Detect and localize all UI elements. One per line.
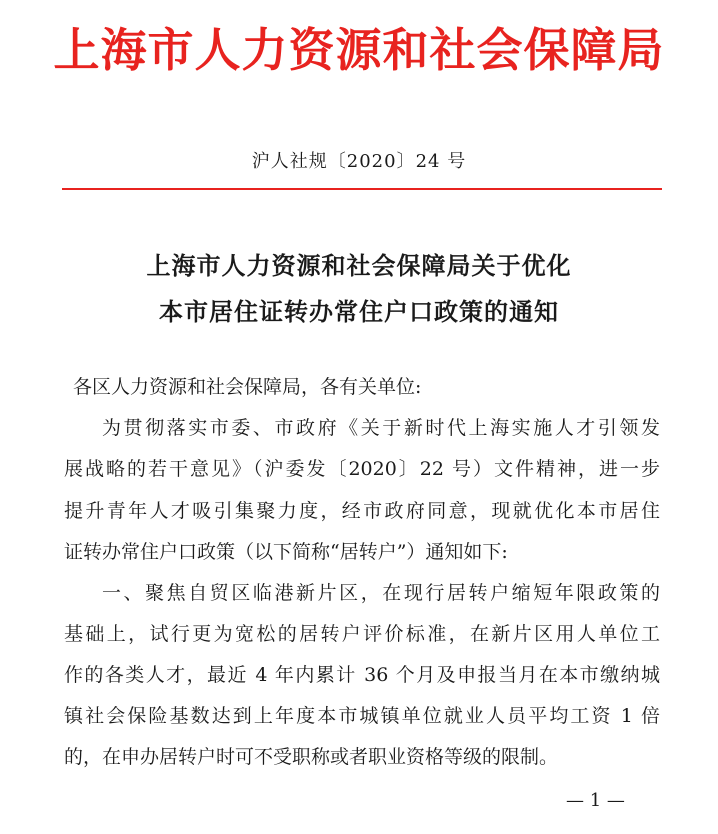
document-number: 沪人社规〔2020〕24 号: [251, 151, 467, 172]
paragraph-2-line-5: 的，在申办居转户时可不受职称或者职业资格等级的限制。: [64, 746, 559, 768]
page-number: — 1 —: [566, 790, 625, 811]
paragraph-1-line-4: 证转办常住户口政策（以下简称“居转户”）通知如下:: [64, 541, 508, 563]
notice-title-line-2: 本市居住证转办常住户口政策的通知: [159, 298, 559, 326]
salutation: 各区人力资源和社会保障局，各有关单位:: [73, 376, 422, 398]
paragraph-2-line-3: 作的各类人才，最近 4 年内累计 36 个月及申报当月在本市缴纳城: [64, 664, 660, 686]
paragraph-2-line-2: 基础上，试行更为宽松的居转户评价标准，在新片区用人单位工: [64, 623, 660, 645]
paragraph-2-line-4: 镇社会保险基数达到上年度本市城镇单位就业人员平均工资 1 倍: [64, 705, 660, 727]
issuer-header: 上海市人力资源和社会保障局: [53, 23, 665, 77]
paragraph-2-line-1: 一、聚焦自贸区临港新片区，在现行居转户缩短年限政策的: [102, 582, 660, 604]
red-divider-line: [62, 188, 662, 190]
notice-title-line-1: 上海市人力资源和社会保障局关于优化: [146, 252, 572, 280]
paragraph-1-line-2: 展战略的若干意见》（沪委发〔2020〕22 号）文件精神，进一步: [64, 458, 660, 480]
paragraph-1-line-1: 为贯彻落实市委、市政府《关于新时代上海实施人才引领发: [102, 417, 660, 439]
paragraph-1-line-3: 提升青年人才吸引集聚力度，经市政府同意，现就优化本市居住: [64, 500, 660, 522]
